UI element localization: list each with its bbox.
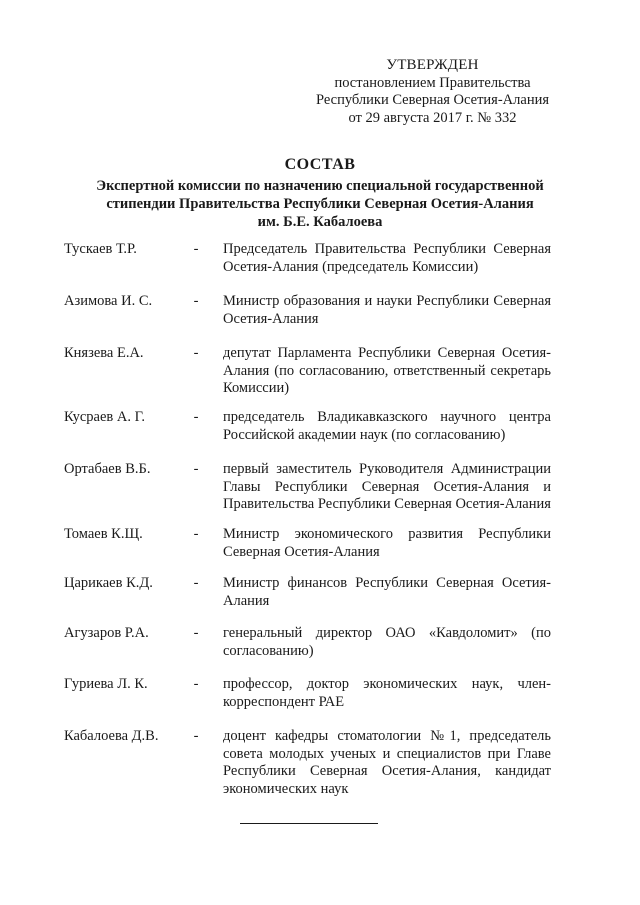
approval-line-3: от 29 августа 2017 г. № 332 [348,109,517,126]
member-role: генеральный директор ОАО «Кавдоломит» (по согласованию) [223,625,551,659]
member-role: доцент кафедры стоматологии №1, председатель совета молодых ученых и специалистов при Главе Республики Северная Осетия-Алания, кандидат экономических наук [223,728,551,797]
member-dash: - [193,409,199,425]
member-role: председатель Владикавказского научного центра Российской академии наук (по согласованию) [223,409,551,443]
member-role: профессор, доктор экономических наук, член-корреспондент РАЕ [223,676,551,710]
approval-block [300,57,565,127]
member-dash: - [193,676,199,692]
member-name: Томаев К.Щ. [64,526,143,542]
member-name: Агузаров Р.А. [64,625,149,641]
approval-line-1: постановлением Правительства [334,74,531,91]
title-heading: СОСТАВ [284,156,356,173]
member-role: депутат Парламента Республики Северная Осетия-Алания (по согласованию, ответственный секретарь Комиссии) [223,345,551,396]
member-role: первый заместитель Руководителя Администрации Главы Республики Северная Осетия-Алания и Правительства Республики Северная Осетия-Алания [223,461,551,512]
member-name: Царикаев К.Д. [64,575,153,591]
member-name: Кабалоева Д.В. [64,728,159,744]
member-name: Тускаев Т.Р. [64,241,137,257]
member-role: Министр образования и науки Республики Северная Осетия-Алания [223,293,551,327]
closing-divider [240,823,378,824]
member-name: Кусраев А. Г. [64,409,145,425]
approval-line-2: Республики Северная Осетия-Алания [315,92,550,108]
title-line-3: им. Б.Е. Кабалоева [257,214,383,230]
member-role: Министр экономического развития Республики Северная Осетия-Алания [223,526,551,560]
member-dash: - [193,625,199,641]
approval-stamp-title: УТВЕРЖДЕН [386,57,479,73]
member-name: Гуриева Л. К. [64,676,148,692]
member-role: Председатель Правительства Республики Северная Осетия-Алания (председатель Комиссии) [223,241,551,275]
member-name: Князева Е.А. [64,345,144,361]
member-name: Азимова И. С. [64,293,153,309]
member-dash: - [193,241,199,257]
document-title [60,156,580,231]
title-line-2: стипендии Правительства Республики Северная Осетия-Алания [106,196,534,212]
member-dash: - [193,728,199,744]
member-role: Министр финансов Республики Северная Осетия-Алания [223,575,551,609]
member-name: Ортабаев В.Б. [64,461,151,477]
member-dash: - [193,293,199,309]
member-dash: - [193,575,199,591]
member-dash: - [193,461,199,477]
member-dash: - [193,345,199,361]
title-line-1: Экспертной комиссии по назначению специальной государственной [96,178,544,194]
member-dash: - [193,526,199,542]
